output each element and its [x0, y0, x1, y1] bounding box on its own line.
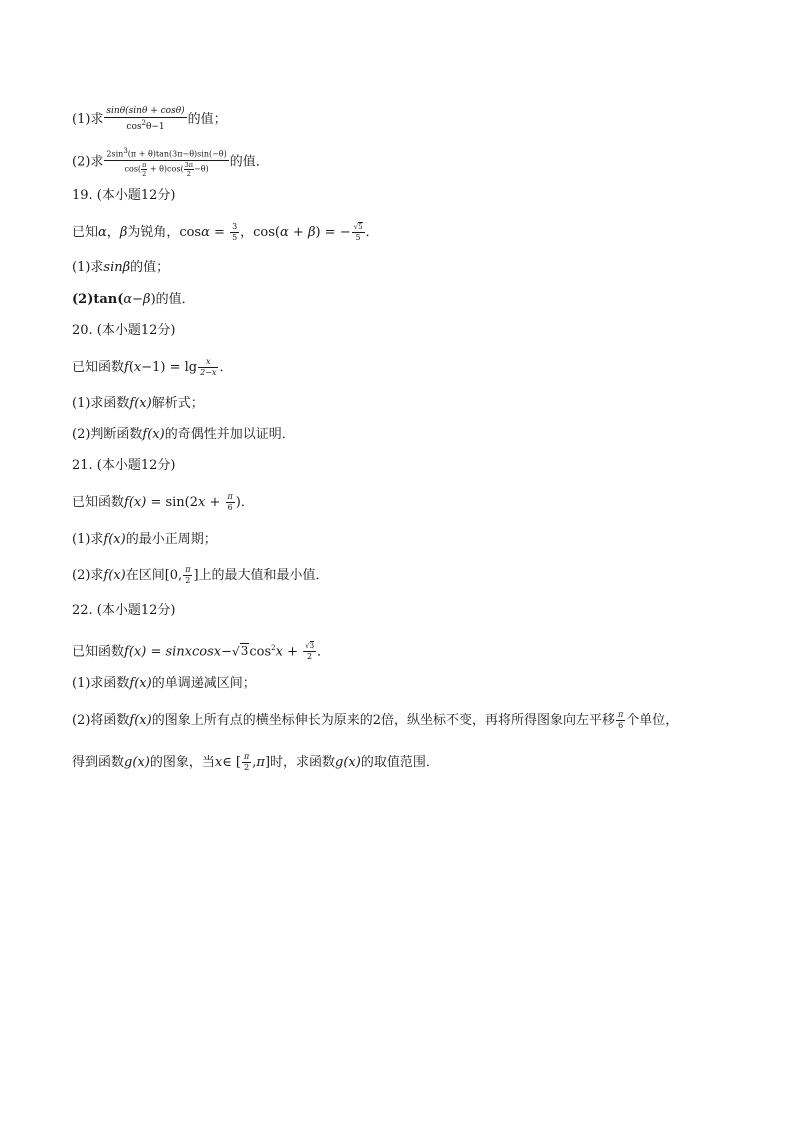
q19-header: 19. (本小题12分): [72, 188, 176, 203]
q21-header: 21. (本小题12分): [72, 458, 176, 473]
fraction: $\frac{\pi}{6}$: [227, 492, 233, 512]
q20-header: 20. (本小题12分): [72, 323, 176, 338]
fraction: $\frac{\pi}{2}$: [244, 752, 250, 772]
q22-given: 已知函数$f(x) = sinxcosx-√3\cos^2x$ + $\frac{√3}{2}$ ．: [72, 642, 331, 662]
q20-part2: (2)判断函数f(x)的奇偶性并加以证明．: [72, 427, 295, 442]
q20-given: 已知函数f(x−1) = lg $\frac{x}{2-x}$ ．: [72, 357, 233, 377]
q21-part1: (1)求f(x)的最小正周期；: [72, 532, 217, 547]
fraction: $\frac{\pi}{2}$: [185, 565, 191, 585]
q21-given: 已知函数f(x) = sin(2x + $\frac{\pi}{6}$ )．: [72, 492, 254, 512]
fraction: $\frac{3}{5}$: [232, 222, 238, 242]
q19-part2: (2)tan(α−β)的值．: [72, 292, 195, 307]
q22-part2: (2)将函数f(x)的图象上所有点的横坐标伸长为原来的2倍，纵坐标不变，再将所得图象向左平移 $\frac{\pi}{6}$ 个单位，: [72, 710, 679, 730]
fraction: $2\sin^3(\pi + \theta)\tan(3\pi-\theta)\sin(-\theta)$ cos( $\frac{\pi}{2}$ + θ)cos( $\frac{3\pi}{2}$ −θ): [106, 147, 227, 178]
fraction: $\frac{√3}{2}$: [305, 642, 315, 662]
q19-part1: (1)求sinβ的值；: [72, 260, 170, 275]
q20-part1: (1)求函数f(x)解析式；: [72, 396, 204, 411]
q22-part2-cont: 得到函数g(x)的图象，当x∈ [ $\frac{\pi}{2}$ ,π]时，求函数g(x)的取值范围．: [72, 752, 439, 772]
fraction: $\frac{\sin\theta(\sin\theta + \cos\theta)}{\cos^2\theta-1}$: [106, 106, 185, 132]
fraction: $\frac{√5}{5}$: [353, 223, 363, 242]
q18-part2: (2)求 $2\sin^3(\pi + \theta)\tan(3\pi-\theta)\sin(-\theta)$ cos( $\frac{\pi}{2}$ + θ)cos( $\frac{3\pi}{2}$ −θ) 的值．: [72, 147, 269, 178]
fraction: $\frac{x}{2-x}$: [200, 357, 217, 377]
q18-part1: (1)求 $\frac{\sin\theta(\sin\theta + \cos\theta)}{\cos^2\theta-1}$ 的值；: [72, 106, 227, 132]
q21-part2: (2)求f(x)在区间[0, $\frac{\pi}{2}$ ]上的最大值和最小值．: [72, 565, 329, 585]
q22-part1: (1)求函数f(x)的单调递减区间；: [72, 676, 256, 691]
q19-given: 已知α，β为锐角，cosα = $\frac{3}{5}$ ，cos(α + β) = − $\frac{√5}{5}$ ．: [72, 222, 379, 242]
fraction: $\frac{\pi}{6}$: [618, 710, 624, 730]
q22-header: 22. (本小题12分): [72, 603, 176, 618]
